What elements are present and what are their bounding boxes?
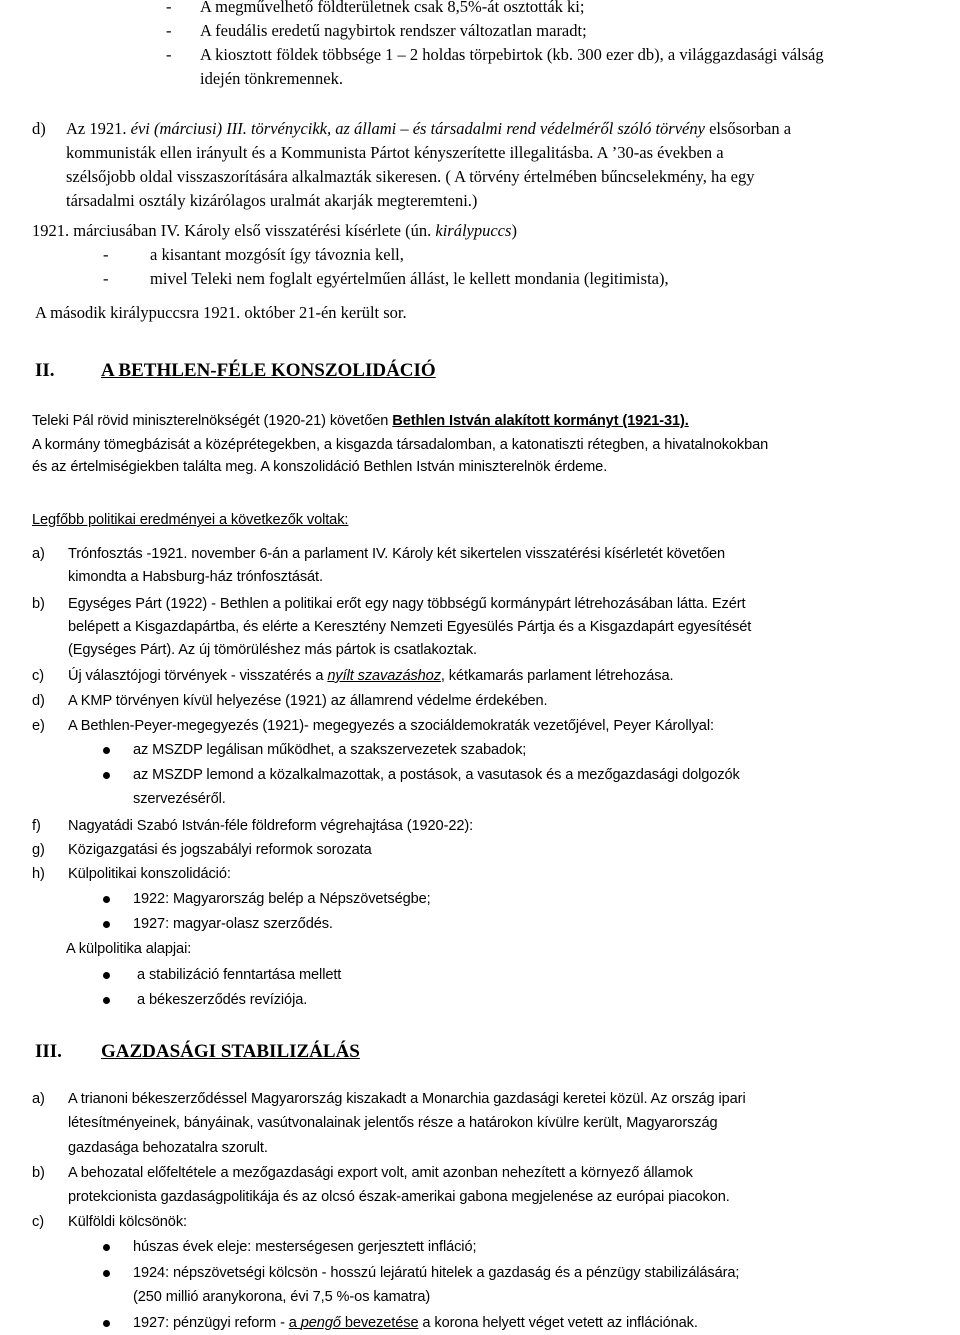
result-h-line: Külpolitikai konszolidáció: [68,866,231,882]
bullet-icon [103,747,110,754]
dash-marker: - [166,45,172,64]
econ-a-line-2: létesítményeinek, bányáinak, vasútvonalainak jelentős része a határokon kívülre került, Magyarország [68,1115,718,1131]
result-f-line: Nagyatádi Szabó István-féle földreform végrehajtása (1920-22): [68,818,474,834]
bullet-icon [103,972,110,979]
list-letter: c) [32,1214,44,1230]
list-item: A feudális eredetű nagybirtok rendszer változatlan maradt; [200,21,587,40]
result-d-line: A KMP törvényen kívül helyezése (1921) az államrend védelme érdekében. [68,693,548,709]
bullet-item: az MSZDP legálisan működhet, a szakszervezetek szabadok; [133,742,527,758]
list-letter: b) [32,1165,45,1181]
dash-marker: - [103,269,109,288]
results-title: Legfőbb politikai eredményei a következők voltak: [32,512,349,528]
list-letter: c) [32,668,44,684]
dash-marker: - [166,21,172,40]
list-letter: f) [32,818,41,834]
list-letter: a) [32,1091,45,1107]
econ-b-line-2: protekcionista gazdaságpolitikája és az olcsó észak-amerikai gabona megjelenése az európai piacokon. [68,1189,730,1205]
bullet-icon [103,997,110,1004]
law-line-4: társadalmi osztály kizárólagos uralmát akarják megteremteni.) [66,191,478,210]
dash-marker: - [103,245,109,264]
list-letter: h) [32,866,45,882]
econ-b-line-1: A behozatal előfeltétele a mezőgazdasági export volt, amit azonban nehezített a környező államok [68,1165,693,1181]
bullet-item: az MSZDP lemond a közalkalmazottak, a postások, a vasutasok és a mezőgazdasági dolgozók [133,767,740,783]
result-c-line: Új választójogi törvények - visszatérés a nyílt szavazáshoz, kétkamarás parlament létrehozása. [68,668,674,684]
bullet-icon [103,921,110,928]
law-line-3: szélsőjobb oldal visszaszorítására alkalmazták sikeresen. ( A törvény értelmében bűncselekmény, ha egy [66,167,755,186]
intro-line-3: és az értelmiségiekben találta meg. A konszolidáció Bethlen István miniszterelnök érdeme. [32,459,608,475]
result-e-line: A Bethlen-Peyer-megegyezés (1921)- megegyezés a szociáldemokraták vezetőjével, Peyer Károllyal: [68,718,714,734]
putsch-line: 1921. márciusában IV. Károly első visszatérési kísérlete (ún. királypuccs) [32,221,517,240]
bullet-item: húszas évek eleje: mesterségesen gerjesztett infláció; [133,1239,477,1255]
econ-a-line-3: gazdasága behozatalra szorult. [68,1140,268,1156]
law-line-1: Az 1921. évi (márciusi) III. törvénycikk, az állami – és társadalmi rend védelméről szóló törvény elsősorban a [66,119,792,138]
list-letter: d) [32,693,45,709]
law-line-2: kommunisták ellen irányult és a Kommunista Pártot kényszerítette illegalitásba. A ’30-as években a [66,143,724,162]
list-letter: g) [32,842,45,858]
list-item: A megművelhető földterületnek csak 8,5%-át osztották ki; [200,0,585,16]
list-letter: d) [32,119,46,138]
econ-c-line: Külföldi kölcsönök: [68,1214,187,1230]
intro-line-2: A kormány tömegbázisát a középrétegekben, a kisgazda társadalomban, a katonatiszti rétegben, a hivatalnokokban [32,437,769,453]
list-item: a kisantant mozgósít így távoznia kell, [150,245,404,264]
bullet-item: 1927: magyar-olasz szerződés. [133,916,333,932]
bullet-item: 1922: Magyarország belép a Népszövetségbe; [133,891,431,907]
list-letter: b) [32,596,45,612]
section-number: II. [35,360,55,381]
second-putsch: A második királypuccsra 1921. október 21-én került sor. [35,303,407,322]
result-b-line-1: Egységes Párt (1922) - Bethlen a politikai erőt egy nagy többségű kormánypárt létrehozásában látta. Ezért [68,596,746,612]
list-letter: e) [32,718,45,734]
bullet-item: a békeszerződés revíziója. [137,992,308,1008]
bullet-icon [103,1244,110,1251]
bullet-icon [103,1270,110,1277]
intro-line-1: Teleki Pál rövid miniszterelnökségét (1920-21) követően Bethlen István alakított kormányt (1921-31). [32,413,689,429]
result-b-line-3: (Egységes Párt). Az új tömörüléshez más pártok is csatlakoztak. [68,642,477,658]
list-item: mivel Teleki nem foglalt egyértelműen állást, le kellett mondania (legitimista), [150,269,669,288]
list-item: A kiosztott földek többsége 1 – 2 holdas törpebirtok (kb. 300 ezer db), a világgazdasági válság [200,45,824,64]
section-title: A BETHLEN-FÉLE KONSZOLIDÁCIÓ [101,360,436,381]
econ-a-line-1: A trianoni békeszerződéssel Magyarország kiszakadt a Monarchia gazdasági keretei közül. Az ország ipari [68,1091,746,1107]
bullet-item: 1924: népszövetségi kölcsön - hosszú lejáratú hitelek a gazdaság és a pénzügy stabilizálására; [133,1265,740,1281]
result-a-line-2: kimondta a Habsburg-ház trónfosztását. [68,569,323,585]
list-letter: a) [32,546,45,562]
bullet-item-continuation: szervezéséről. [133,791,226,807]
bullet-item: 1927: pénzügyi reform - a pengő bevezetése a korona helyett véget vetett az inflációnak. [133,1315,698,1331]
bullet-icon [103,1320,110,1327]
bullet-item-continuation: (250 millió aranykorona, évi 7,5 %-os kamatra) [133,1289,431,1305]
dash-marker: - [166,0,172,16]
result-b-line-2: belépett a Kisgazdapártba, és elérte a Keresztény Nemzeti Egyesülés Pártja és a Kisgazdapárt egyesítését [68,619,752,635]
result-g-line: Közigazgatási és jogszabályi reformok sorozata [68,842,372,858]
bullet-item: a stabilizáció fenntartása mellett [137,967,342,983]
list-item-continuation: idején tönkremennek. [200,69,343,88]
section-title: GAZDASÁGI STABILIZÁLÁS [101,1041,360,1062]
section-number: III. [35,1041,62,1062]
result-a-line-1: Trónfosztás -1921. november 6-án a parlament IV. Károly két sikertelen visszatérési kísérletét követően [68,546,726,562]
foreign-policy-basis: A külpolitika alapjai: [66,941,192,957]
bullet-icon [103,772,110,779]
bullet-icon [103,896,110,903]
